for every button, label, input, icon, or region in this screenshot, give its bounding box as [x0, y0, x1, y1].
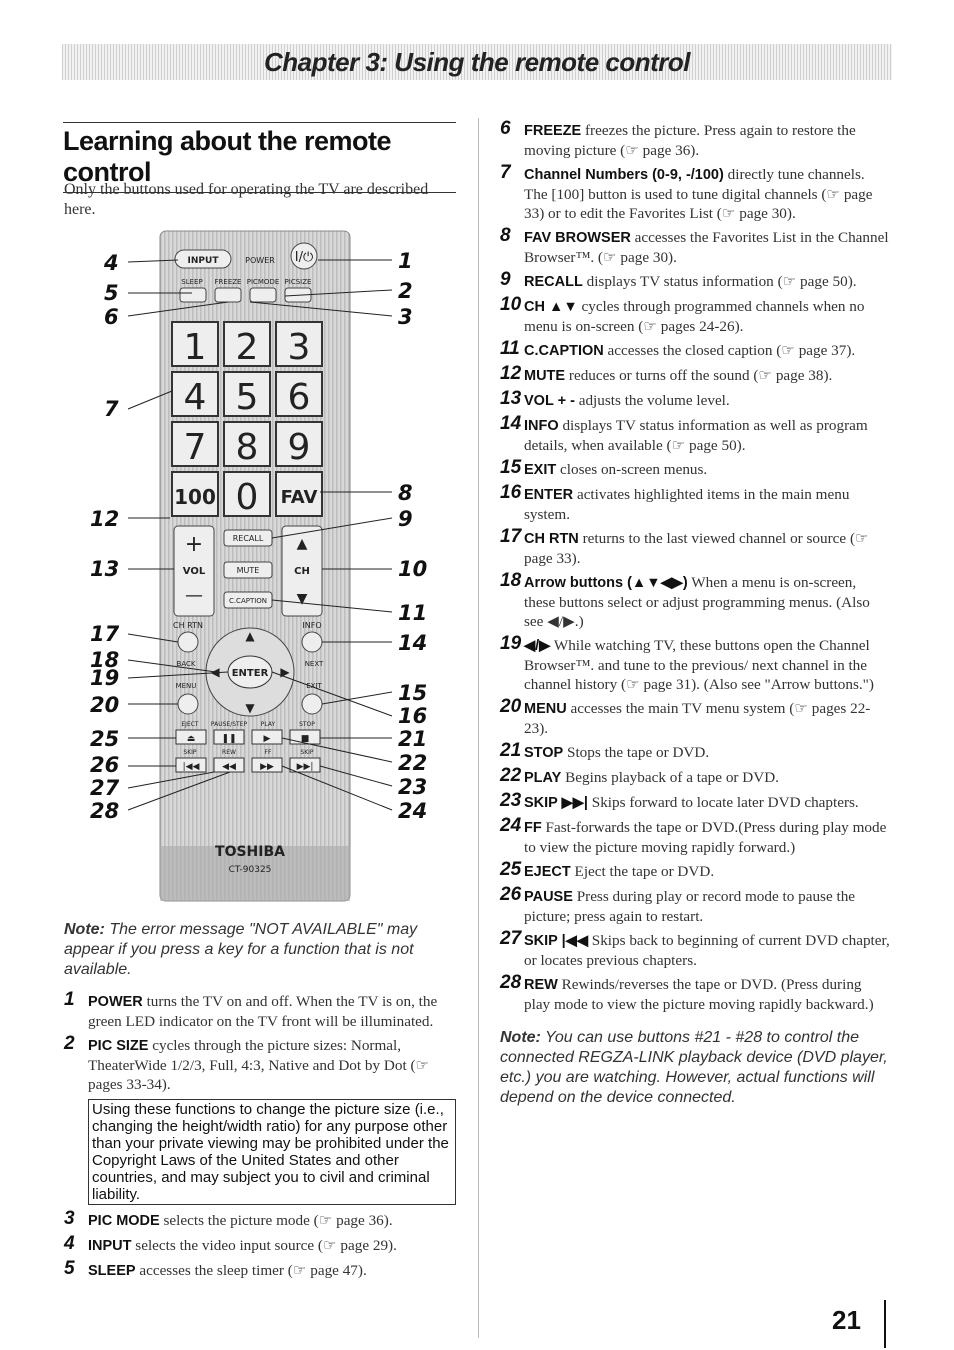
button-description — [64, 1208, 456, 1231]
button-descriptions-right — [500, 118, 890, 1014]
pausestep-label: PAUSE/STEP — [210, 721, 248, 728]
exit-label: EXIT — [306, 682, 322, 690]
callout-6: 6 — [104, 305, 119, 329]
picsize-label: PICSIZE — [284, 278, 312, 286]
button-description — [500, 162, 890, 223]
callout-1: 1 — [398, 249, 413, 273]
button-name: PIC MODE — [88, 1213, 160, 1229]
button-description — [64, 1233, 456, 1256]
freeze-button — [215, 288, 241, 302]
callout-24: 24 — [398, 799, 428, 823]
chapter-banner — [62, 44, 892, 80]
section-title: Learning about the remote control — [63, 122, 456, 193]
note-regza-link — [500, 1028, 890, 1108]
svg-text:⏏: ⏏ — [186, 734, 196, 744]
remote-control-illustration — [90, 226, 440, 906]
item-number: 27 — [500, 928, 522, 949]
button-description-text: Stops the tape or DVD. — [567, 744, 710, 761]
button-name: SKIP |◀◀ — [524, 933, 588, 949]
svg-text:▶: ▶ — [263, 734, 271, 744]
callout-27: 27 — [90, 776, 120, 800]
button-description-text: freezes the picture. Press again to restore the moving picture (☞ page 36). — [524, 122, 856, 159]
callout-25: 25 — [90, 727, 120, 751]
digit-4-label: 4 — [183, 377, 207, 418]
button-description-text: activates highlighted items in the main menu system. — [524, 486, 850, 523]
callout-12: 12 — [90, 507, 120, 531]
chapter-title: Chapter 3: Using the remote control — [264, 47, 690, 77]
button-name: INPUT — [88, 1238, 132, 1254]
button-descriptions-left-2 — [64, 1208, 456, 1281]
note2-text: You can use buttons #21 - #28 to control the connected REGZA-LINK playback device (DVD player, etc.) you are watching. However, actual functions will depend on the device connected. — [500, 1029, 888, 1106]
intro-text: Only the buttons used for operating the TV are described here. — [64, 181, 429, 218]
skipf-label: SKIP — [300, 749, 314, 756]
button-description — [500, 972, 890, 1014]
svg-text:▶▶|: ▶▶| — [296, 762, 314, 772]
mute-label: MUTE — [236, 566, 260, 575]
item-number: 3 — [64, 1208, 75, 1229]
vol-minus-label: — — [185, 585, 203, 606]
ch-label: CH — [294, 566, 310, 577]
button-name: Arrow buttons (▲▼◀▶) — [524, 575, 688, 591]
exit-button — [302, 694, 322, 714]
item-number: 10 — [500, 294, 522, 315]
vol-label: VOL — [182, 566, 206, 577]
button-name: REW — [524, 977, 558, 993]
left-column — [64, 920, 456, 1286]
item-number: 26 — [500, 884, 522, 905]
button-name: FAV BROWSER — [524, 230, 631, 246]
note2-label: Note: — [500, 1029, 541, 1046]
item-number: 2 — [64, 1033, 75, 1054]
button-description — [64, 1033, 456, 1094]
item-number: 7 — [500, 162, 511, 183]
button-description-text: Eject the tape or DVD. — [574, 863, 715, 880]
item-number: 21 — [500, 740, 522, 761]
digit-0-label: 0 — [235, 477, 259, 518]
button-description — [500, 363, 890, 386]
button-name: INFO — [524, 418, 559, 434]
button-name: PIC SIZE — [88, 1038, 149, 1054]
button-description — [500, 790, 890, 813]
button-description-text: Skips forward to locate later DVD chapters. — [591, 794, 859, 811]
svg-text:▶▶: ▶▶ — [260, 762, 274, 772]
column-divider — [478, 118, 479, 1338]
chrtn-label: CH RTN — [173, 621, 203, 630]
button-description — [500, 118, 890, 160]
item-number: 18 — [500, 570, 522, 591]
item-number: 23 — [500, 790, 522, 811]
callout-8: 8 — [398, 481, 413, 505]
button-description — [500, 338, 890, 361]
callout-4: 4 — [104, 251, 119, 275]
item-number: 28 — [500, 972, 522, 993]
picmode-label: PICMODE — [246, 278, 280, 286]
digit-6-label: 6 — [287, 377, 311, 418]
item-number: 5 — [64, 1258, 75, 1279]
item-number: 11 — [500, 338, 520, 359]
note-label: Note: — [64, 921, 105, 938]
menu-button — [178, 694, 198, 714]
button-description — [500, 633, 890, 694]
item-number: 9 — [500, 269, 511, 290]
callout-23: 23 — [398, 775, 428, 799]
button-name: PAUSE — [524, 889, 573, 905]
info-button — [302, 632, 322, 652]
digit-3-label: 3 — [287, 327, 311, 368]
info-label: INFO — [302, 621, 322, 630]
button-description-text: selects the picture mode (☞ page 36). — [163, 1212, 393, 1229]
item-number: 8 — [500, 225, 511, 246]
play-label: PLAY — [260, 721, 276, 728]
menu-label: MENU — [175, 682, 197, 690]
recall-label: RECALL — [232, 534, 264, 543]
button-description-text: reduces or turns off the sound (☞ page 38). — [568, 367, 833, 384]
button-description — [500, 294, 890, 336]
item-number: 4 — [64, 1233, 75, 1254]
brand-logo: TOSHIBA — [215, 844, 285, 860]
note-unavailable — [64, 920, 456, 980]
freeze-label: FREEZE — [214, 278, 242, 286]
item-number: 14 — [500, 413, 522, 434]
button-name: PLAY — [524, 770, 562, 786]
button-description-text: cycles through the picture sizes: Normal, TheaterWide 1/2/3, Full, 4:3, Native and Dot by Dot (☞ pages 33-34). — [88, 1037, 430, 1093]
item-number: 19 — [500, 633, 522, 654]
callout-17: 17 — [90, 622, 120, 646]
button-name: EXIT — [524, 462, 557, 478]
button-description-text: displays TV status information (☞ page 50). — [586, 273, 857, 290]
copyright-notice-box: Using these functions to change the picture size (i.e., changing the height/width ratio) for any purpose other than your private viewing may be prohibited under the Copyright Laws of the United States and other countries, and may subject you to civil and criminal liability. — [88, 1099, 456, 1205]
button-description-text: displays TV status information as well as program details, when available (☞ page 50). — [524, 417, 868, 454]
svg-text:▲: ▲ — [296, 536, 308, 552]
button-name: RECALL — [524, 274, 583, 290]
sleep-label: SLEEP — [181, 278, 203, 286]
button-description-text: closes on-screen menus. — [560, 461, 708, 478]
button-description — [500, 570, 890, 631]
digit-100-label: 100 — [174, 485, 216, 509]
button-descriptions-left — [64, 989, 456, 1094]
svg-text:❚❚: ❚❚ — [221, 734, 237, 744]
item-number: 22 — [500, 765, 522, 786]
callout-18: 18 — [90, 648, 120, 672]
callout-10: 10 — [398, 557, 428, 581]
vol-plus-label: + — [184, 532, 204, 557]
button-name: MENU — [524, 701, 567, 717]
button-description-text: Fast-forwards the tape or DVD.(Press during play mode to view the picture moving rapidly forward.) — [524, 819, 887, 856]
button-name: ENTER — [524, 487, 574, 503]
button-name: FREEZE — [524, 123, 582, 139]
chrtn-button — [178, 632, 198, 652]
svg-text:◀◀: ◀◀ — [222, 762, 236, 772]
callout-19: 19 — [90, 666, 120, 690]
button-description — [500, 884, 890, 926]
button-description-text: While watching TV, these buttons open the Channel Browser™. and tune to the previous/ next channel in the channel history (☞ page 31). (Also see "Arrow buttons.") — [524, 637, 874, 693]
svg-text:▶: ▶ — [280, 665, 290, 679]
next-label: NEXT — [304, 660, 324, 668]
button-description-text: directly tune channels. The [100] button is used to tune digital channels (☞ page 33) or to edit the Favorites List (☞ page 30). — [524, 166, 873, 222]
button-description — [64, 1258, 456, 1281]
button-description-text: accesses the sleep timer (☞ page 47). — [139, 1262, 367, 1279]
digit-2-label: 2 — [235, 327, 259, 368]
button-description-text: turns the TV on and off. When the TV is on, the green LED indicator on the TV front will be illuminated. — [88, 993, 438, 1030]
button-description — [500, 740, 890, 763]
button-description-text: Press during play or record mode to pause the picture; press again to restart. — [524, 888, 856, 925]
enter-label: ENTER — [231, 668, 269, 679]
item-number: 17 — [500, 526, 522, 547]
item-number: 15 — [500, 457, 522, 478]
svg-text:▲: ▲ — [245, 629, 255, 643]
model-label: CT-90325 — [228, 865, 272, 875]
callout-14: 14 — [398, 631, 428, 655]
item-number: 24 — [500, 815, 522, 836]
digit-1-label: 1 — [183, 327, 207, 368]
button-description — [500, 859, 890, 882]
button-description — [500, 765, 890, 788]
digit-5-label: 5 — [235, 377, 259, 418]
callout-22: 22 — [398, 751, 428, 775]
svg-text:▼: ▼ — [245, 701, 255, 715]
item-number: 1 — [64, 989, 75, 1010]
callout-3: 3 — [398, 305, 413, 329]
button-name: FF — [524, 820, 542, 836]
sleep-button — [180, 288, 206, 302]
button-name: MUTE — [524, 368, 566, 384]
svg-text:I/⏻: I/⏻ — [294, 250, 314, 265]
callout-13: 13 — [90, 557, 120, 581]
button-name: SLEEP — [88, 1263, 136, 1279]
note-text: The error message "NOT AVAILABLE" may appear if you press a key for a function that is not available. — [64, 921, 418, 978]
button-name: CH ▲▼ — [524, 299, 578, 315]
button-name: POWER — [88, 994, 143, 1010]
svg-text:■: ■ — [300, 734, 310, 744]
item-number: 12 — [500, 363, 522, 384]
button-description-text: adjusts the volume level. — [578, 392, 730, 409]
item-number: 16 — [500, 482, 522, 503]
callout-21: 21 — [398, 727, 428, 751]
button-name: EJECT — [524, 864, 571, 880]
item-number: 6 — [500, 118, 511, 139]
button-description — [64, 989, 456, 1031]
digit-9-label: 9 — [287, 427, 311, 468]
svg-text:|◀◀: |◀◀ — [182, 762, 200, 772]
item-number: 20 — [500, 696, 522, 717]
svg-text:▼: ▼ — [296, 591, 308, 607]
button-description-text: returns to the last viewed channel or source (☞ page 33). — [524, 530, 869, 567]
button-name: VOL + - — [524, 393, 575, 409]
button-name: CH RTN — [524, 531, 579, 547]
button-description-text: cycles through programmed channels when no menu is on-screen (☞ pages 24-26). — [524, 298, 865, 335]
callout-7: 7 — [104, 397, 119, 421]
callout-15: 15 — [398, 681, 428, 705]
picmode-button — [250, 288, 276, 302]
item-number: 13 — [500, 388, 522, 409]
button-description-text: accesses the Favorites List in the Channel Browser™. (☞ page 30). — [524, 229, 889, 266]
stop-label: STOP — [299, 721, 315, 728]
page-number: 21 — [832, 1305, 861, 1335]
button-description-text: accesses the closed caption (☞ page 37). — [607, 342, 856, 359]
button-name: SKIP ▶▶| — [524, 795, 588, 811]
button-description — [500, 482, 890, 524]
callout-9: 9 — [398, 507, 413, 531]
right-column — [500, 118, 890, 1108]
button-description — [500, 388, 890, 411]
button-description — [500, 696, 890, 738]
back-label: BACK — [176, 660, 196, 668]
button-description — [500, 815, 890, 857]
button-description — [500, 269, 890, 292]
eject-label: EJECT — [181, 721, 199, 728]
callout-5: 5 — [104, 281, 119, 305]
button-description-text: accesses the main TV menu system (☞ pages 22-23). — [524, 700, 871, 737]
button-name: Channel Numbers (0-9, -/100) — [524, 167, 724, 183]
rew-label: REW — [222, 749, 236, 756]
ff-label: FF — [264, 749, 272, 756]
button-description — [500, 457, 890, 480]
skipb-label: SKIP — [183, 749, 197, 756]
button-description — [500, 928, 890, 970]
button-description-text: selects the video input source (☞ page 29). — [135, 1237, 397, 1254]
button-name: ◀/▶ — [524, 638, 551, 654]
button-description — [500, 225, 890, 267]
digit-7-label: 7 — [183, 427, 207, 468]
callout-28: 28 — [90, 799, 120, 823]
item-number: 25 — [500, 859, 522, 880]
callout-2: 2 — [398, 279, 413, 303]
button-description-text: Skips back to beginning of current DVD chapter, or locates previous chapters. — [524, 932, 890, 969]
page-number-bar — [884, 1300, 886, 1348]
button-description-text: When a menu is on-screen, these buttons select or adjust programming menus. (Also see ◀/▶.) — [524, 574, 870, 630]
fav-label: FAV — [280, 487, 318, 508]
button-description — [500, 413, 890, 455]
callout-11: 11 — [398, 601, 428, 625]
callout-20: 20 — [90, 693, 120, 717]
callout-26: 26 — [90, 753, 120, 777]
button-description-text: Begins playback of a tape or DVD. — [565, 769, 779, 786]
button-name: C.CAPTION — [524, 343, 604, 359]
button-name: STOP — [524, 745, 564, 761]
callout-16: 16 — [398, 704, 428, 728]
button-description — [500, 526, 890, 568]
power-label: POWER — [245, 256, 275, 265]
ccaption-label: C.CAPTION — [228, 597, 268, 605]
button-description-text: Rewinds/reverses the tape or DVD. (Press during play mode to view the picture moving rapidly backward.) — [524, 976, 874, 1013]
digit-8-label: 8 — [235, 427, 259, 468]
input-label: INPUT — [187, 256, 219, 266]
svg-text:◀: ◀ — [210, 665, 220, 679]
